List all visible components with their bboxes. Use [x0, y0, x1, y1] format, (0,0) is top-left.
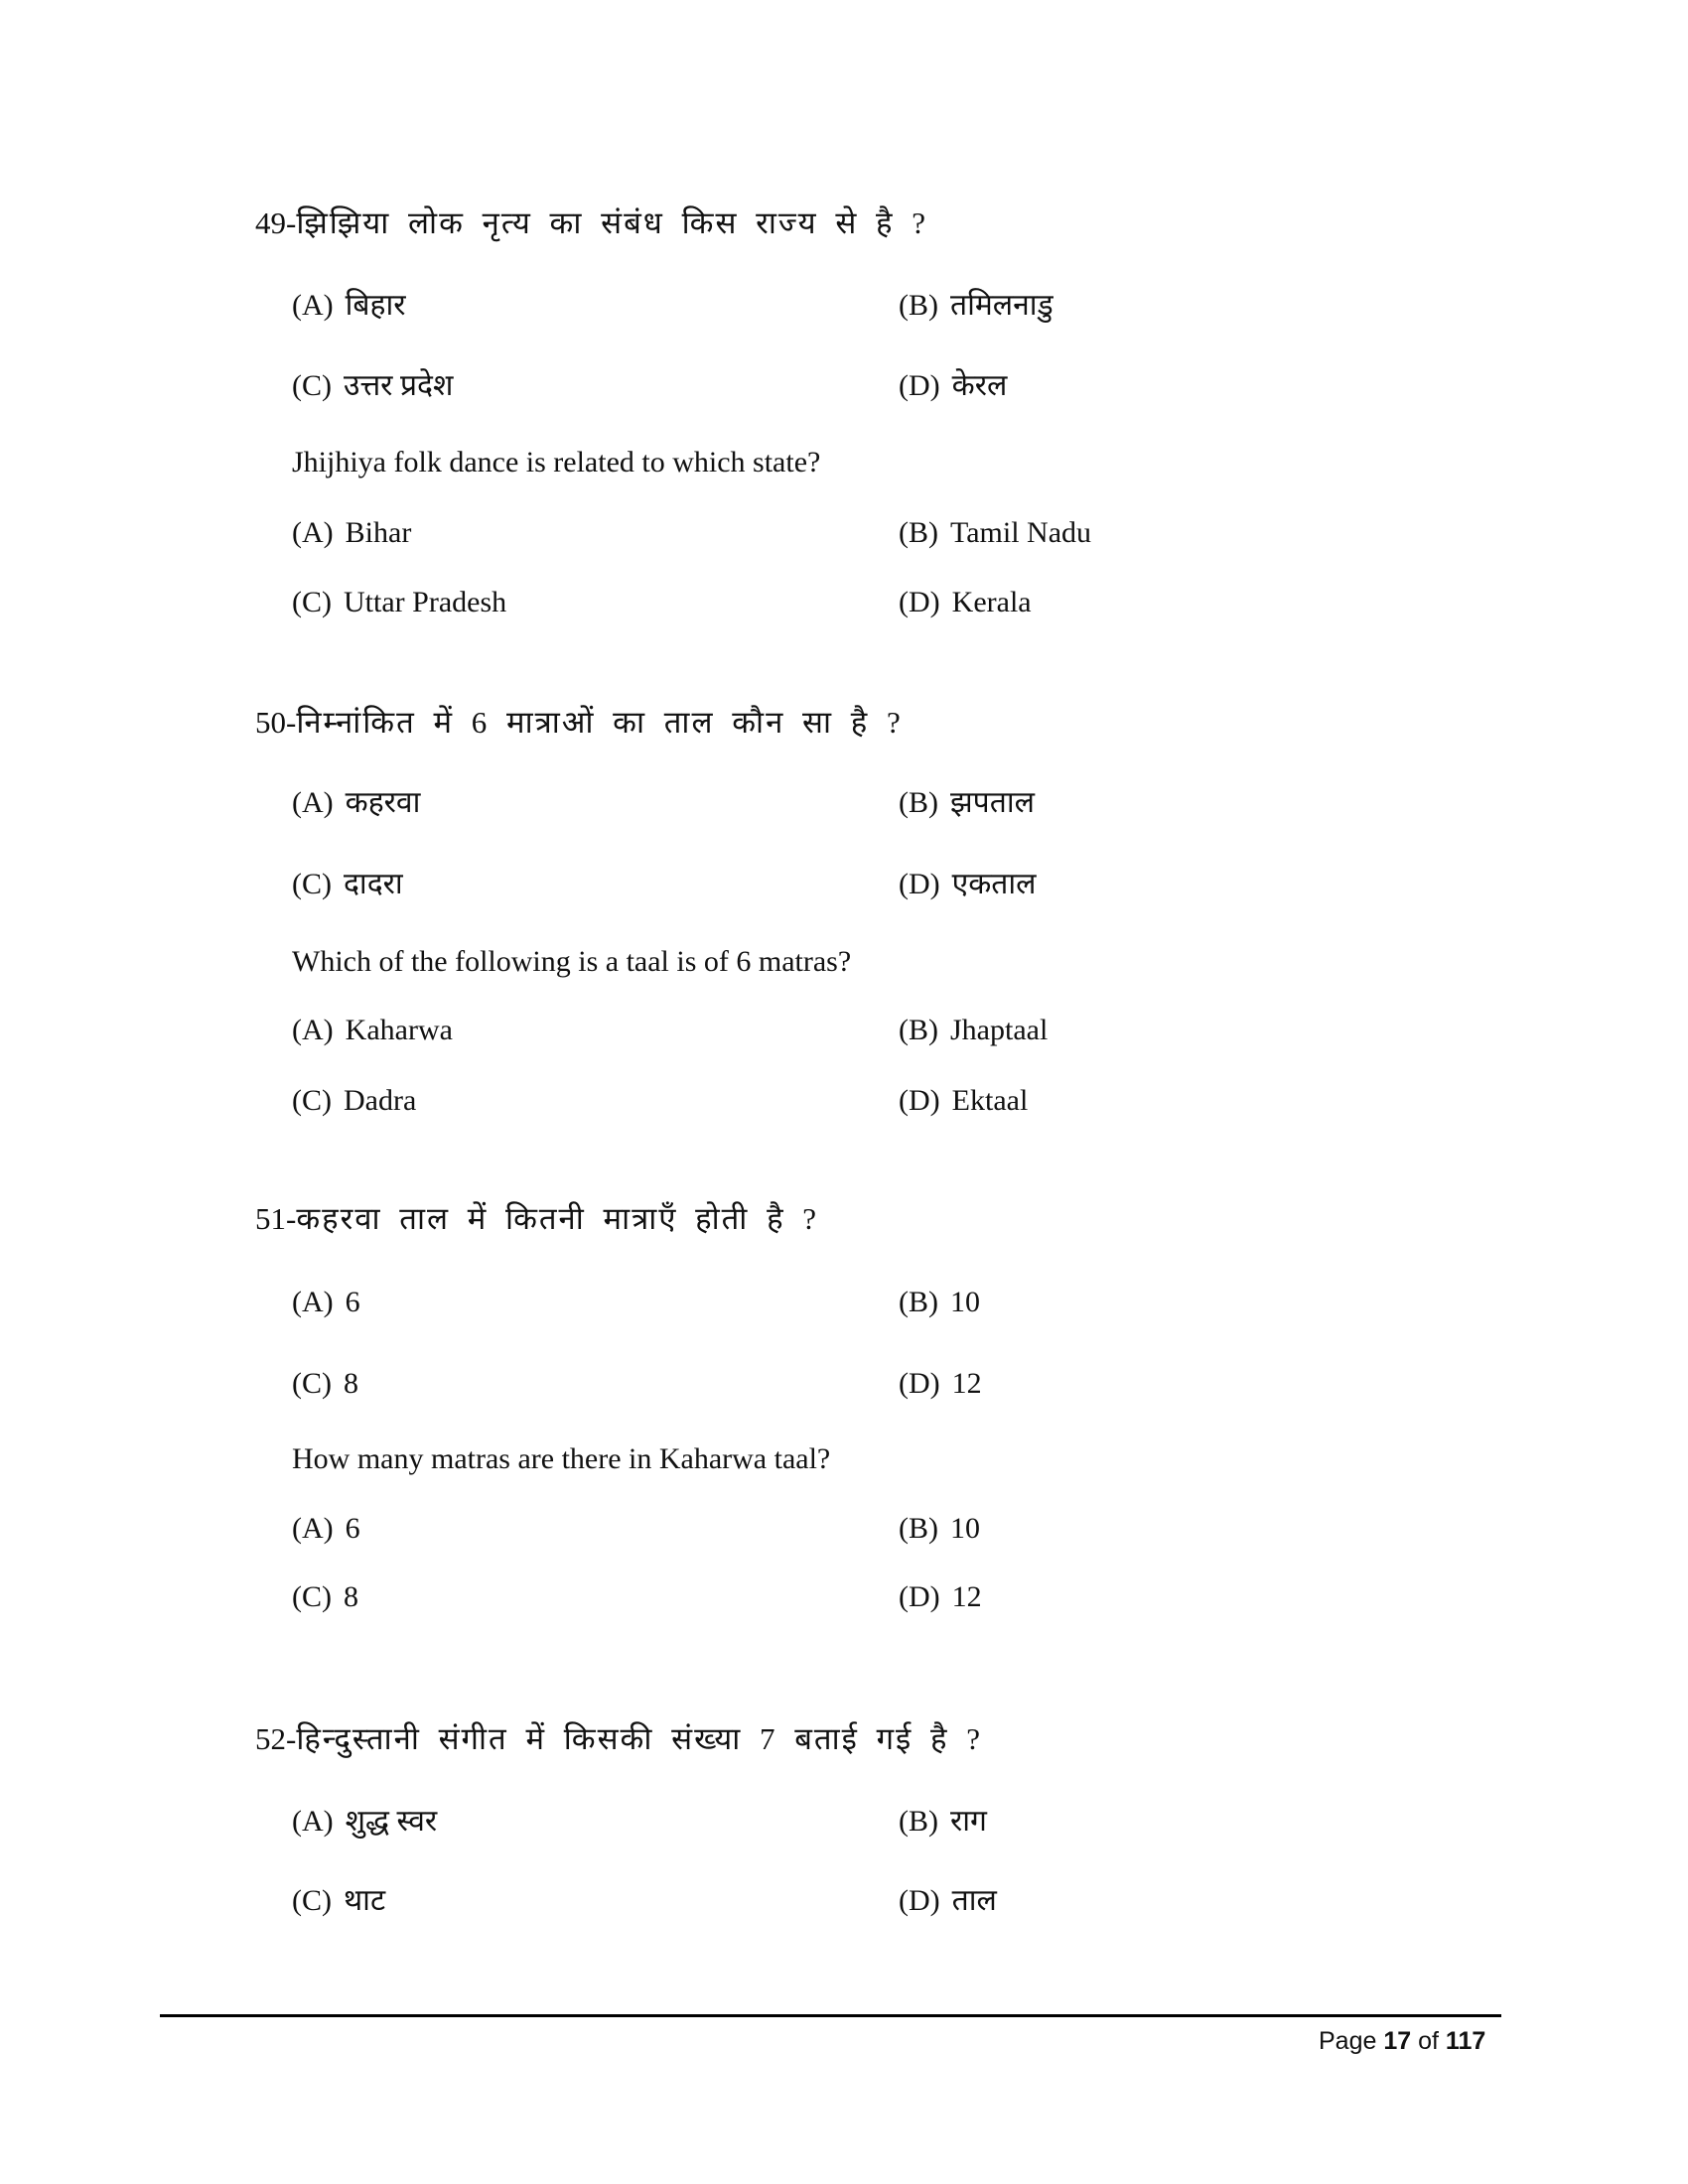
question-text: कहरवा ताल में कितनी मात्राएँ होती है ?: [296, 1201, 819, 1236]
option-label: (A): [292, 786, 334, 819]
option-a-english: [292, 513, 411, 553]
option-c-hindi: [292, 865, 403, 904]
option-a-english: [292, 1011, 453, 1050]
question-number: 49-: [255, 205, 297, 240]
page-word: Page: [1319, 2027, 1377, 2055]
option-label: (B): [899, 1014, 938, 1046]
option-label: (D): [899, 1084, 940, 1117]
question-text: हिन्दुस्तानी संगीत में किसकी संख्या 7 बताई गई है ?: [296, 1721, 982, 1756]
option-text: एकताल: [951, 868, 1037, 900]
option-c-hindi: [292, 1364, 358, 1404]
option-text: केरल: [951, 369, 1008, 402]
option-label: (C): [292, 1580, 332, 1613]
option-text: Kaharwa: [345, 1014, 453, 1046]
option-d-english: [899, 583, 1032, 622]
option-a-english: [292, 1509, 360, 1549]
option-a-hindi: [292, 783, 420, 823]
question-51-hindi-text: [255, 1199, 818, 1239]
option-d-english: [899, 1577, 982, 1617]
option-label: (C): [292, 1884, 332, 1917]
page-number: [1319, 2025, 1485, 2057]
option-text: 6: [345, 1512, 360, 1545]
question-number: 50-: [255, 705, 297, 740]
option-b-hindi: [899, 1283, 980, 1322]
option-text: 12: [951, 1580, 982, 1613]
option-b-hindi: [899, 286, 1054, 326]
option-d-hindi: [899, 1881, 997, 1921]
question-text: झिझिया लोक नृत्य का संबंध किस राज्य से है ?: [296, 205, 927, 240]
option-label: (A): [292, 289, 334, 322]
question-text: निम्नांकित में 6 मात्राओं का ताल कौन सा है ?: [296, 705, 903, 740]
question-51-english-text: How many matras are there in Kaharwa taal?: [292, 1442, 831, 1475]
option-label: (C): [292, 1084, 332, 1117]
question-50-hindi-text: [255, 703, 903, 743]
question-52-hindi-text: [255, 1719, 982, 1759]
option-c-english: [292, 1081, 416, 1121]
option-label: (B): [899, 1512, 938, 1545]
option-label: (C): [292, 868, 332, 900]
option-a-hindi: [292, 286, 406, 326]
option-label: (D): [899, 1884, 940, 1917]
option-text: 8: [344, 1367, 358, 1400]
option-label: (B): [899, 786, 938, 819]
option-text: 12: [951, 1367, 982, 1400]
option-label: (A): [292, 1805, 334, 1838]
option-b-hindi: [899, 783, 1035, 823]
option-label: (A): [292, 516, 334, 549]
option-label: (C): [292, 1367, 332, 1400]
total-pages: 117: [1445, 2027, 1486, 2055]
option-d-english: [899, 1081, 1028, 1121]
option-text: Bihar: [345, 516, 412, 549]
option-text: राग: [950, 1805, 987, 1838]
option-text: Jhaptaal: [950, 1014, 1049, 1046]
option-d-hindi: [899, 865, 1037, 904]
option-text: झपताल: [950, 786, 1035, 819]
option-b-hindi: [899, 1802, 987, 1842]
option-text: थाट: [344, 1884, 386, 1917]
option-b-english: [899, 513, 1091, 553]
option-label: (D): [899, 586, 940, 618]
footer-divider: [160, 2014, 1501, 2017]
option-text: 6: [345, 1286, 360, 1318]
option-c-english: [292, 583, 506, 622]
option-label: (D): [899, 868, 940, 900]
option-a-hindi: [292, 1283, 360, 1322]
option-label: (D): [899, 369, 940, 402]
option-text: 8: [344, 1580, 358, 1613]
option-d-hindi: [899, 366, 1007, 406]
option-c-hindi: [292, 366, 453, 406]
question-49-english-text: Jhijhiya folk dance is related to which state?: [292, 446, 821, 478]
question-number: 51-: [255, 1201, 297, 1236]
question-number: 52-: [255, 1721, 297, 1756]
of-word: of: [1418, 2027, 1439, 2055]
option-label: (B): [899, 289, 938, 322]
option-label: (D): [899, 1367, 940, 1400]
question-49-hindi-text: [255, 204, 927, 243]
option-label: (A): [292, 1286, 334, 1318]
option-text: कहरवा: [345, 786, 421, 819]
option-label: (A): [292, 1014, 334, 1046]
option-text: Kerala: [951, 586, 1032, 618]
option-text: दादरा: [344, 868, 403, 900]
option-text: Dadra: [344, 1084, 417, 1117]
option-text: Tamil Nadu: [950, 516, 1092, 549]
option-b-english: [899, 1509, 980, 1549]
option-text: बिहार: [345, 289, 406, 322]
option-c-hindi: [292, 1881, 385, 1921]
option-text: ताल: [951, 1884, 997, 1917]
option-text: Ektaal: [951, 1084, 1029, 1117]
option-text: 10: [950, 1286, 980, 1318]
option-text: उत्तर प्रदेश: [344, 369, 454, 402]
question-50-english-text: Which of the following is a taal is of 6 matras?: [292, 945, 852, 978]
option-label: (A): [292, 1512, 334, 1545]
option-text: Uttar Pradesh: [344, 586, 507, 618]
option-text: 10: [950, 1512, 980, 1545]
option-c-english: [292, 1577, 358, 1617]
option-text: शुद्ध स्वर: [345, 1805, 438, 1838]
option-label: (B): [899, 1805, 938, 1838]
option-b-english: [899, 1011, 1048, 1050]
option-a-hindi: [292, 1802, 437, 1842]
option-label: (C): [292, 369, 332, 402]
option-label: (B): [899, 516, 938, 549]
option-label: (D): [899, 1580, 940, 1613]
option-text: तमिलनाडु: [950, 289, 1054, 322]
option-label: (B): [899, 1286, 938, 1318]
current-page: 17: [1383, 2027, 1412, 2055]
option-d-hindi: [899, 1364, 982, 1404]
option-label: (C): [292, 586, 332, 618]
